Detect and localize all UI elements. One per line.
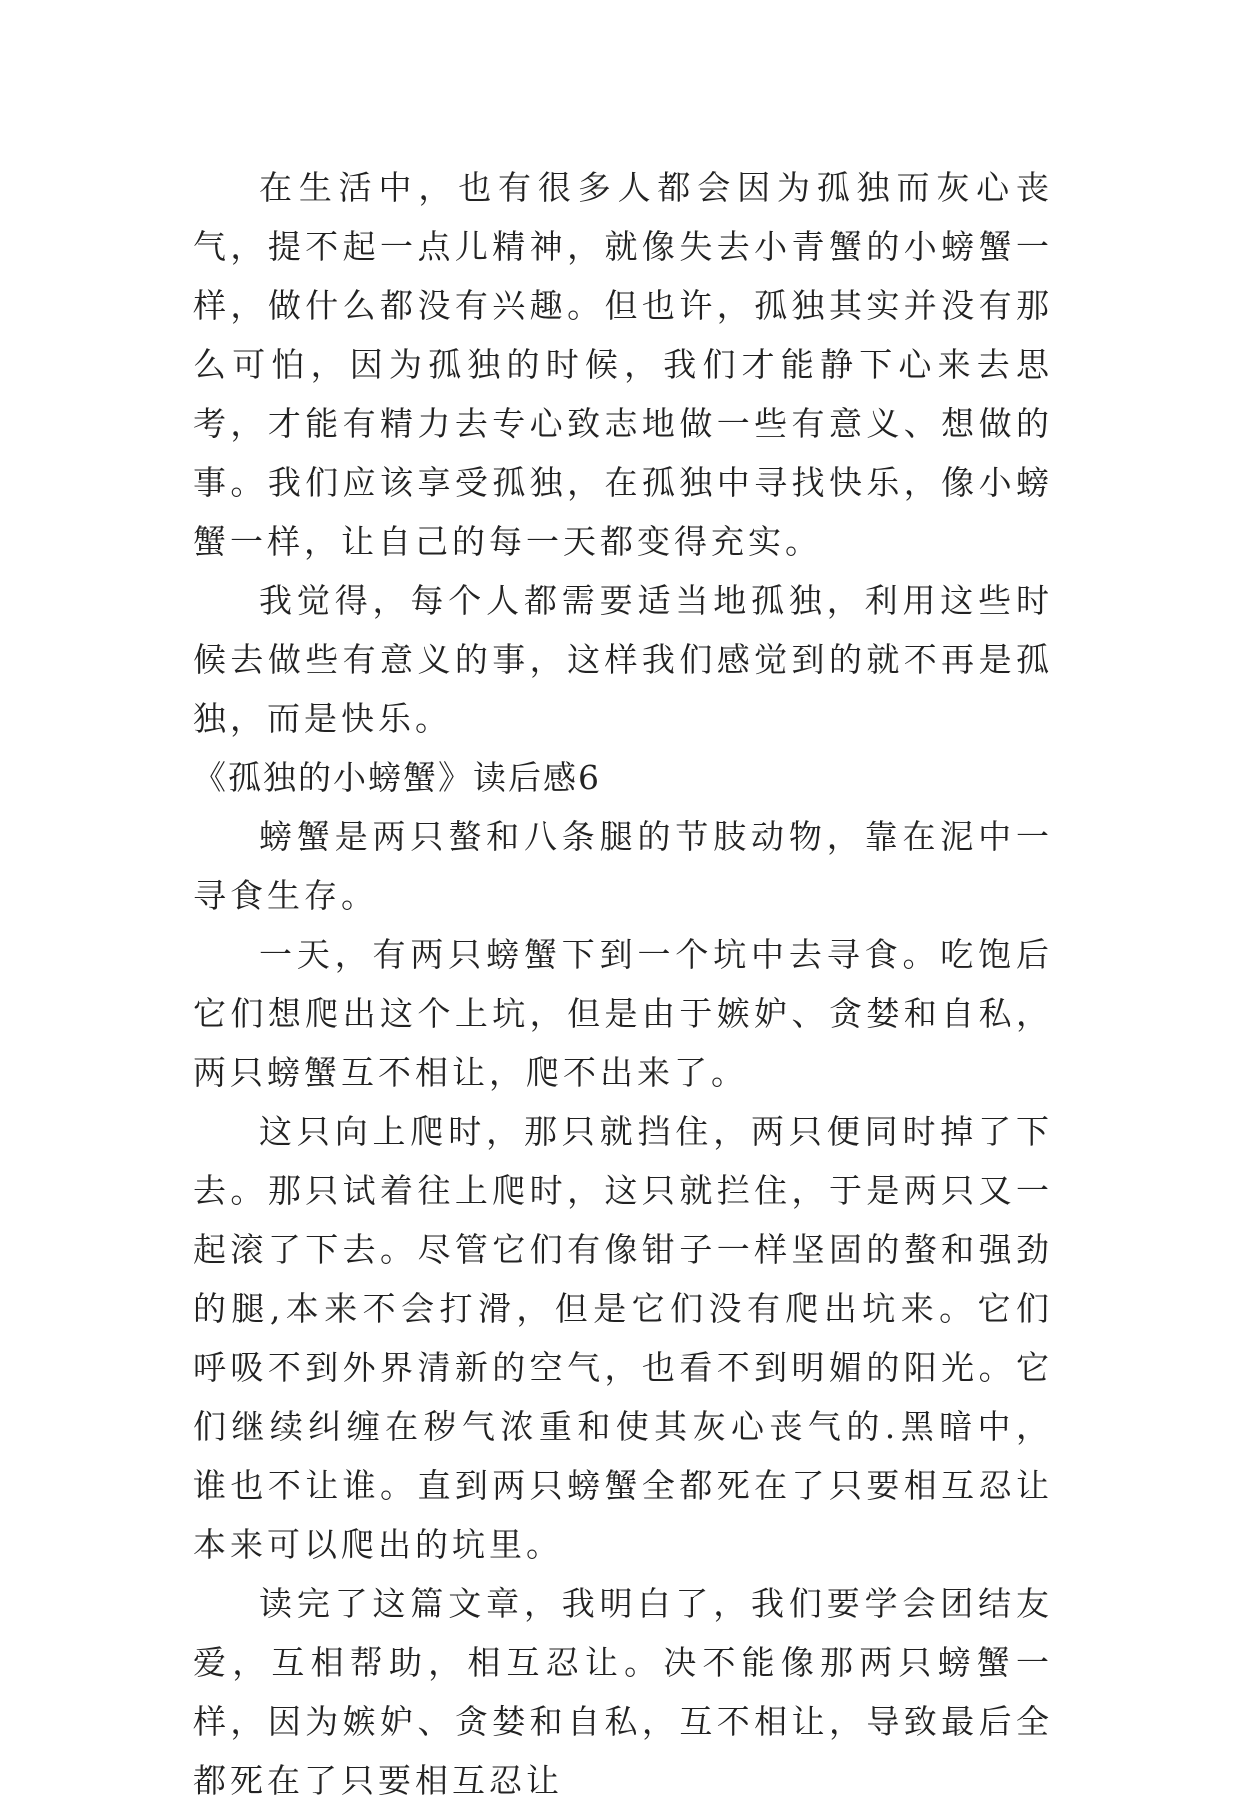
paragraph-reflection: 读完了这篇文章，我明白了，我们要学会团结友爱，互相帮助，相互忍让。决不能像那两只螃蟹一样，因为嫉妒、贪婪和自私，互不相让，导致最后全都死在了只要相互忍让 <box>193 1584 1053 1800</box>
paragraph-conclusion: 我觉得，每个人都需要适当地孤独，利用这些时候去做些有意义的事，这样我们感觉到的就不再是孤独，而是快乐。 <box>193 581 1053 738</box>
document-body <box>193 158 1053 1810</box>
paragraph-crab-intro: 螃蟹是两只螯和八条腿的节肢动物，靠在泥中一寻食生存。 <box>193 817 1053 915</box>
paragraph-crabs-struggle: 这只向上爬时，那只就挡住，两只便同时掉了下去。那只试着往上爬时，这只就拦住，于是两只又一起滚了下去。尽管它们有像钳子一样坚固的螯和强劲的腿,本来不会打滑，但是它们没有爬出坑来。它们呼吸不到外界清新的空气，也看不到明媚的阳光。它们继续纠缠在秽气浓重和使其灰心丧气的.黑暗中，谁也不让谁。直到两只螃蟹全都死在了只要相互忍让本来可以爬出的坑里。 <box>193 1112 1053 1564</box>
paragraph-loneliness: 在生活中，也有很多人都会因为孤独而灰心丧气，提不起一点儿精神，就像失去小青蟹的小螃蟹一样，做什么都没有兴趣。但也许，孤独其实并没有那么可怕，因为孤独的时候，我们才能静下心来去思考，才能有精力去专心致志地做一些有意义、想做的事。我们应该享受孤独，在孤独中寻找快乐，像小螃蟹一样，让自己的每一天都变得充实。 <box>193 168 1053 561</box>
section-heading: 《孤独的小螃蟹》读后感6 <box>193 758 601 797</box>
paragraph-crabs-in-pit: 一天，有两只螃蟹下到一个坑中去寻食。吃饱后它们想爬出这个上坑，但是由于嫉妒、贪婪和自私，两只螃蟹互不相让，爬不出来了。 <box>193 935 1053 1092</box>
